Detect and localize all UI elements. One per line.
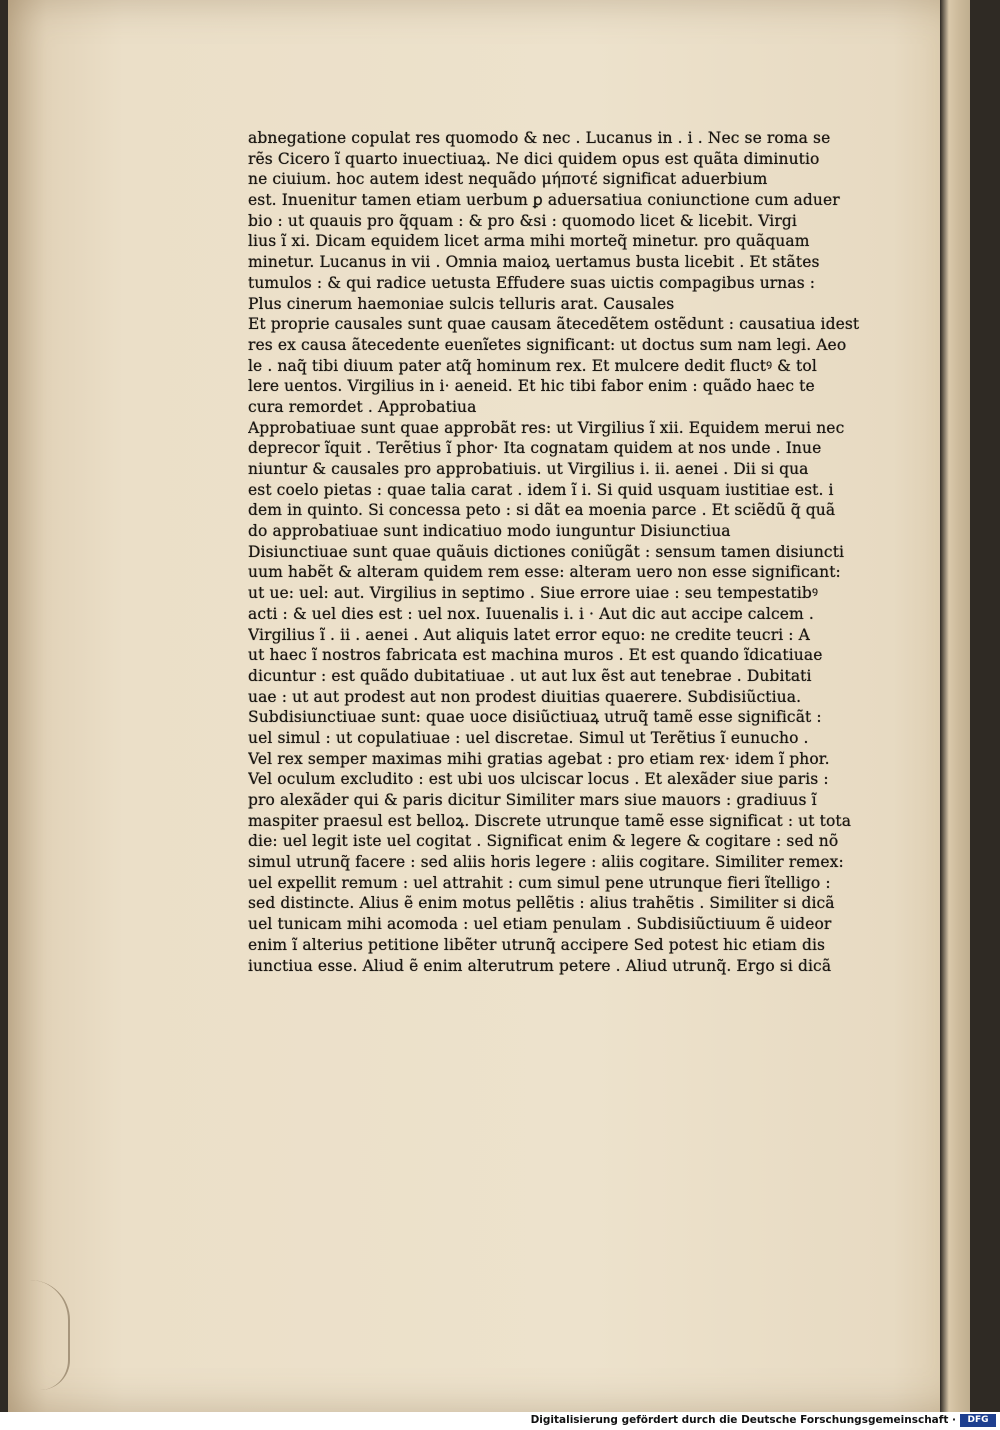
book-page — [8, 0, 970, 1412]
text-line: ne ciuium. hoc autem idest nequãdo μήποτέ significat aduerbium — [248, 170, 768, 189]
text-line: est. Inuenitur tamen etiam uerbum ꝑ aduersatiua coniunctione cum aduer — [248, 191, 840, 210]
text-line: tumulos : & qui radice uetusta Effudere suas uictis compagibus urnas : — [248, 273, 816, 292]
text-line: simul utrunq̃ facere : sed aliis horis legere : aliis cogitare. Similiter remex: — [248, 853, 844, 872]
text-line: minetur. Lucanus in vii . Omnia maioꝝ uertamus busta licebit . Et stãtes — [248, 253, 820, 272]
text-line: Vel rex semper maximas mihi gratias agebat : pro etiam rex· idem ĩ phor. — [248, 749, 830, 768]
text-line: uae : ut aut prodest aut non prodest diuitias quaerere. Subdisiũctiua. — [248, 687, 802, 706]
text-line: bio : ut quauis pro q̃quam : & pro &si : quomodo licet & licebit. Virgi — [248, 211, 797, 230]
text-line: cura remordet . Approbatiua — [248, 397, 477, 416]
text-line: Plus cinerum haemoniae sulcis telluris arat. Causales — [248, 294, 675, 313]
text-line: uel simul : ut copulatiuae : uel discretae. Simul ut Terẽtius ĩ eunucho . — [248, 728, 809, 747]
text-line: ut haec ĩ nostros fabricata est machina muros . Et est quando ĩdicatiuae — [248, 646, 823, 665]
text-line: est coelo pietas : quae talia carat . idem ĩ i. Si quid usquam iustitiae est. i — [248, 480, 834, 499]
dfg-logo-icon: DFG — [960, 1414, 996, 1427]
text-line: maspiter praesul est belloꝝ. Discrete utrunque tamẽ esse significat : ut tota — [248, 811, 852, 830]
text-line: pro alexãder qui & paris dicitur Similiter mars siue mauors : gradiuus ĩ — [248, 791, 817, 809]
text-line: enim ĩ alterius petitione libẽter utrunq̃ accipere Sed potest hic etiam dis — [248, 935, 826, 954]
text-block — [248, 128, 866, 976]
text-line: dem in quinto. Si concessa peto : si dãt ea moenia parce . Et sciẽdũ q̃ quã — [248, 501, 836, 520]
text-line: acti : & uel dies est : uel nox. Iuuenalis i. i · Aut dic aut accipe calcem . — [248, 604, 814, 623]
text-line: le . naq̃ tibi diuum pater atq̃ hominum rex. Et mulcere dedit fluctꝰ & tol — [248, 356, 817, 375]
text-line: uum habẽt & alteram quidem rem esse: alteram uero non esse significant: — [248, 563, 841, 582]
page-fold — [8, 1280, 70, 1390]
text-line: Disiunctiuae sunt quae quãuis dictiones coniũgãt : sensum tamen disiuncti — [248, 542, 845, 561]
text-line: abnegatione copulat res quomodo & nec . Lucanus in . i . Nec se roma se — [248, 129, 831, 147]
text-line: rẽs Cicero ĩ quarto inuectiuaꝝ. Ne dici quidem opus est quãta diminutio — [248, 149, 820, 168]
text-line: res ex causa ãtecedente euenĩetes significant: ut doctus sum nam legi. Aeo — [248, 335, 847, 354]
text-line: lius ĩ xi. Dicam equidem licet arma mihi morteq̃ minetur. pro quãquam — [248, 232, 810, 251]
text-line: Et proprie causales sunt quae causam ãtecedẽtem ostẽdunt : causatiua idest — [248, 315, 860, 334]
page-edge — [940, 0, 970, 1412]
text-line: ut ue: uel: aut. Virgilius in septimo . Siue errore uiae : seu tempestatibꝰ — [248, 584, 818, 603]
text-line: deprecor ĩquit . Terẽtius ĩ phor· Ita cognatam quidem at nos unde . Inue — [248, 439, 822, 458]
text-line: niuntur & causales pro approbatiuis. ut Virgilius i. ii. aenei . Dii si qua — [248, 460, 809, 478]
text-line: lere uentos. Virgilius in i· aeneid. Et hic tibi fabor enim : quãdo haec te — [248, 377, 815, 396]
text-line: Vel oculum excludito : est ubi uos ulciscar locus . Et alexãder siue paris : — [248, 770, 829, 789]
text-line: Virgilius ĩ . ii . aenei . Aut aliquis latet error equo: ne credite teucri : A — [248, 625, 810, 644]
text-line: die: uel legit iste uel cogitat . Significat enim & legere & cogitare : sed nõ — [248, 832, 839, 851]
text-line: iunctiua esse. Aliud ẽ enim alterutrum petere . Aliud utrunq̃. Ergo si dicã — [248, 956, 832, 975]
text-line: do approbatiuae sunt indicatiuo modo iunguntur Disiunctiua — [248, 522, 731, 541]
text-line: uel tunicam mihi acomoda : uel etiam penulam . Subdisiũctiuum ẽ uideor — [248, 915, 832, 934]
footer-credit: Digitalisierung gefördert durch die Deutsche Forschungsgemeinschaft · — [530, 1414, 956, 1426]
text-line: sed distincte. Alius ẽ enim motus pellẽtis : alius trahẽtis . Similiter si dicã — [248, 894, 835, 913]
text-line: uel expellit remum : uel attrahit : cum simul pene utrunque fieri ĩtelligo : — [248, 873, 831, 892]
text-line: Subdisiunctiuae sunt: quae uoce disiũctiuaꝝ utruq̃ tamẽ esse significãt : — [248, 708, 822, 727]
footer-bar — [0, 1412, 1000, 1430]
text-line: dicuntur : est quãdo dubitatiuae . ut aut lux ẽst aut tenebrae . Dubitati — [248, 666, 812, 685]
text-line: Approbatiuae sunt quae approbãt res: ut Virgilius ĩ xii. Equidem merui nec — [248, 418, 845, 437]
